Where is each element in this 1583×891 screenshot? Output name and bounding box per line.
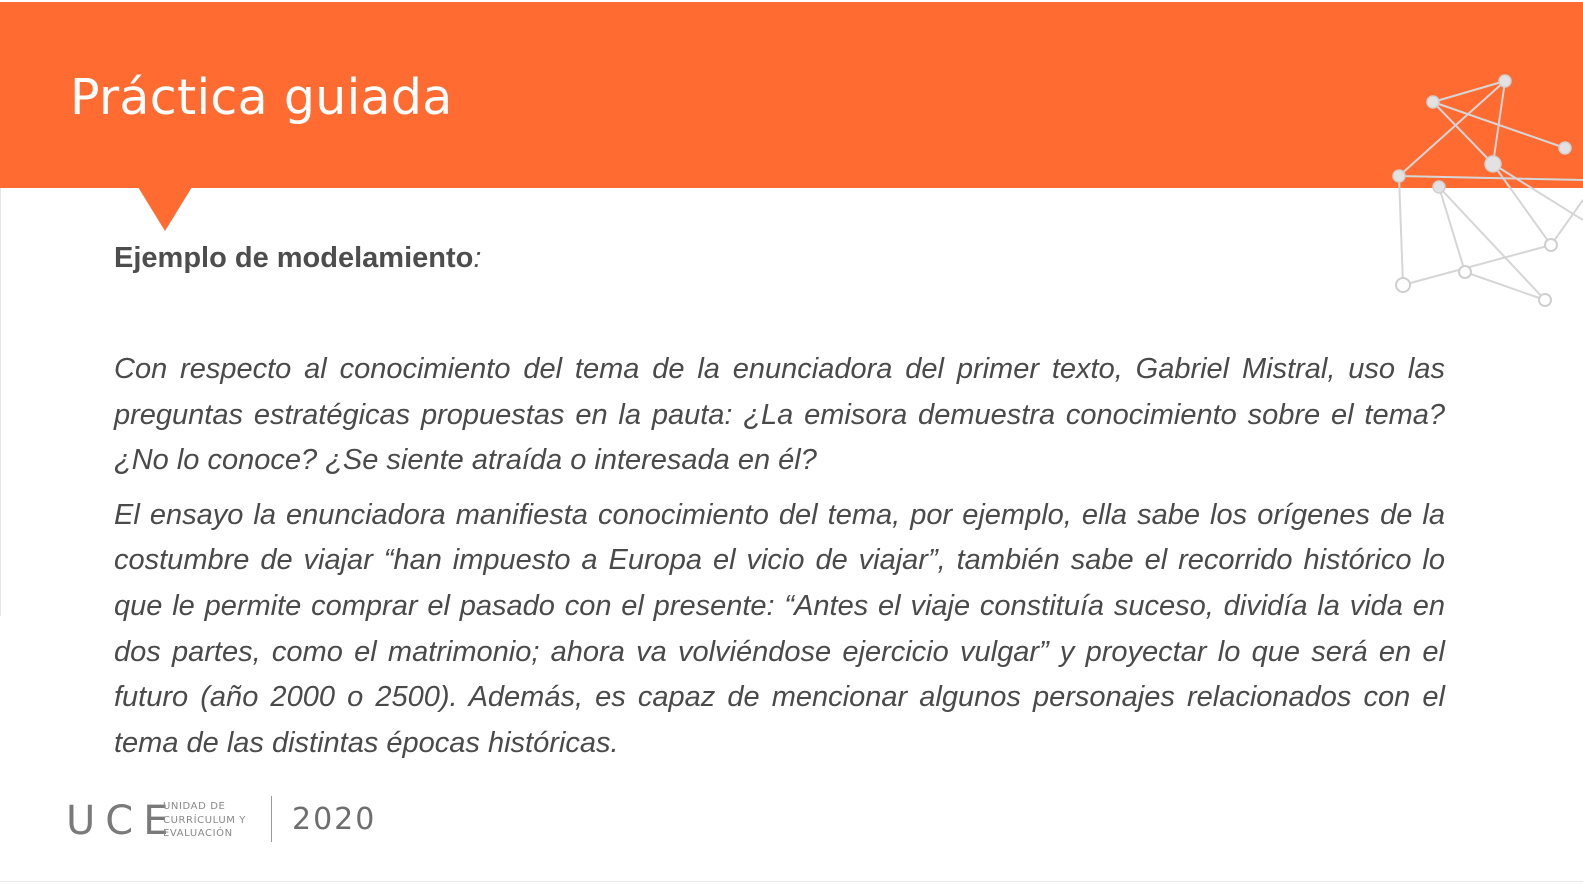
slide-title: Práctica guiada: [70, 69, 453, 126]
header-band: [0, 0, 1583, 188]
paragraph-1: Con respecto al conocimiento del tema de la enunciadora del primer texto, Gabriel Mistral, uso las preguntas estratégicas propuestas en la pauta: ¿La emisora demuestra conocimiento sobre el tema? ¿No lo conoce? ¿Se siente atraída o interesada en él?: [114, 353, 1445, 477]
footer-logo: [66, 796, 396, 846]
subheading-colon: :: [473, 242, 482, 274]
subheading: [114, 238, 1445, 278]
header-top-line: [0, 0, 1583, 2]
paragraph-2: El ensayo la enunciadora manifiesta conocimiento del tema, por ejemplo, ella sabe los orígenes de la costumbre de viajar “han impuesto a Europa el vicio de viajar”, también sabe el recorrido histórico lo que le permite comprar el pasado con el presente: “Antes el viaje constituía suceso, dividía la vida en dos partes, como el matrimonio; ahora va volviéndose ejercicio vulgar” y proyectar lo que será en el futuro (año 2000 o 2500). Además, es capaz de mencionar algunos personajes relacionados con el tema de las distintas épocas históricas.: [114, 498, 1445, 759]
content-area: [114, 238, 1445, 766]
footer-year: 2020: [292, 802, 377, 837]
left-edge-line: [0, 188, 1, 616]
uce-caption-line-3: EVALUACIÓN: [163, 828, 233, 839]
uce-logo-caption: [163, 800, 259, 841]
subheading-text: Ejemplo de modelamiento: [114, 242, 474, 274]
footer-divider: [271, 796, 272, 842]
uce-caption-line-1: UNIDAD DE: [163, 801, 226, 812]
bottom-rule: [0, 881, 1583, 882]
header-pointer: [138, 187, 192, 231]
uce-logo-letters: UCE: [66, 798, 179, 844]
uce-caption-line-2: CURRÍCULUM Y: [163, 814, 246, 826]
